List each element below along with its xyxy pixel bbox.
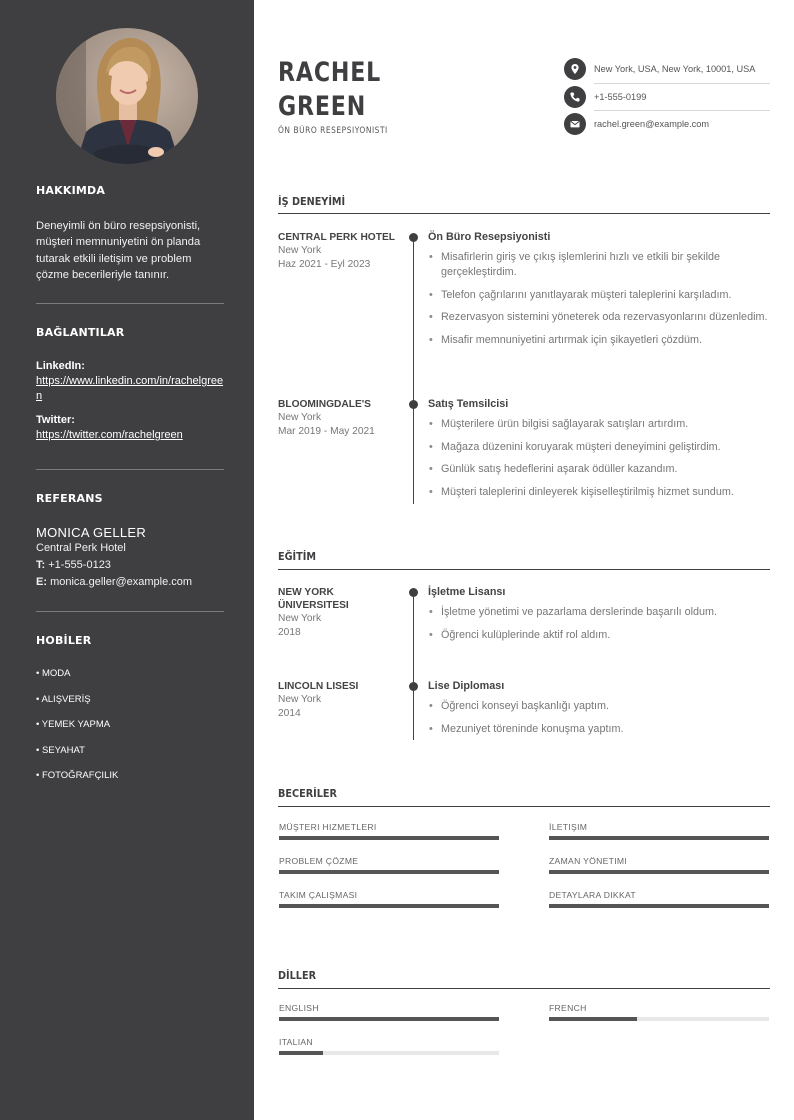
candidate-name [278, 56, 381, 124]
location: New York [278, 245, 322, 256]
language-bar [279, 1051, 499, 1055]
dates: Haz 2021 - Eyl 2023 [278, 259, 371, 270]
school: NEW YORK ÜNIVERSITESI [278, 587, 349, 611]
languages-title: DİLLER [278, 969, 317, 982]
contact-phone [564, 86, 770, 108]
language-bar [279, 1017, 499, 1021]
skill-name: ZAMAN YÖNETIMI [549, 856, 628, 866]
experience-title: İŞ DENEYİMİ [278, 195, 346, 208]
contact-divider [594, 110, 770, 111]
skill-bar-fill [279, 904, 499, 908]
skill-item [549, 890, 770, 908]
experience-item-2-meta [278, 398, 398, 439]
bullet-item: • Müşterilere ürün bilgisi sağlayarak satışları artırdım. [428, 417, 770, 432]
dates: 2018 [278, 627, 301, 638]
school: LINCOLN LISESI [278, 681, 359, 692]
about-title: HAKKIMDA [36, 184, 106, 197]
reference-company: Central Perk Hotel [36, 542, 126, 554]
reference-title: REFERANS [36, 492, 103, 505]
sidebar-divider [36, 469, 224, 470]
skill-name: TAKIM ÇALIŞMASI [279, 890, 358, 900]
email-icon [564, 113, 586, 135]
bullet-item: • Mağaza düzenini koruyarak müşteri deneyimini geliştirdim. [428, 440, 770, 455]
sidebar-divider [36, 303, 224, 304]
language-bar-fill [279, 1051, 323, 1055]
dates: 2014 [278, 708, 301, 719]
role-title: Satış Temsilcisi [428, 398, 509, 410]
sidebar [0, 0, 254, 1120]
role-title: Ön Büro Resepsiyonisti [428, 231, 551, 243]
location-pin-icon [564, 58, 586, 80]
language-bar-fill [279, 1017, 499, 1021]
timeline-dot [409, 588, 418, 597]
hobby-item: • ALIŞVERİŞ [36, 693, 91, 705]
hobbies-list [36, 668, 224, 796]
timeline-dot [409, 233, 418, 242]
bullet-list [428, 605, 770, 643]
contact-phone-text: +1-555-0199 [594, 92, 647, 102]
skill-bar [279, 836, 499, 840]
skill-item [279, 856, 500, 874]
skill-bar [549, 836, 769, 840]
section-divider [278, 988, 770, 989]
skill-bar-fill [279, 836, 499, 840]
skill-bar-fill [549, 870, 769, 874]
language-name: FRENCH [549, 1003, 587, 1013]
skill-item [549, 856, 770, 874]
reference-email-value: monica.geller@example.com [50, 576, 193, 588]
links-title: BAĞLANTILAR [36, 326, 125, 339]
employer: CENTRAL PERK HOTEL [278, 232, 395, 243]
skill-bar [549, 904, 769, 908]
language-bar-fill [549, 1017, 637, 1021]
last-name: GREEN [278, 91, 367, 122]
reference-block [36, 525, 224, 591]
timeline-dot [409, 682, 418, 691]
skill-item [279, 890, 500, 908]
bullet-item: • Telefon çağrılarını yanıtlayarak müşteri taleplerini karşıladım. [428, 288, 770, 303]
job-title: ÖN BÜRO RESEPSIYONISTI [278, 126, 388, 136]
contact-location [564, 58, 770, 80]
links-list [36, 360, 224, 443]
skills-title: BECERİLER [278, 787, 338, 800]
reference-phone-label: T: [36, 559, 46, 571]
section-divider [278, 213, 770, 214]
contact-email-text: rachel.green@example.com [594, 119, 710, 129]
reference-name: MONICA GELLER [36, 525, 147, 540]
bullet-item: • Günlük satış hedeflerini aşarak ödüller kazandım. [428, 462, 770, 477]
skill-name: PROBLEM ÇÖZME [279, 856, 359, 866]
language-item [279, 1003, 500, 1021]
contact-location-text: New York, USA, New York, 10001, USA [594, 64, 756, 74]
bullet-list [428, 699, 770, 737]
location: New York [278, 613, 322, 624]
contact-email [564, 113, 770, 135]
linkedin-label: LinkedIn: [36, 360, 85, 372]
education-item-1-meta [278, 586, 398, 640]
education-item-2-meta [278, 680, 398, 721]
first-name: RACHEL [278, 57, 382, 88]
skill-name: MÜŞTERI HIZMETLERI [279, 822, 377, 832]
linkedin-link[interactable]: https://www.linkedin.com/in/rachelgreen [36, 375, 224, 402]
bullet-item: • Mezuniyet töreninde konuşma yaptım. [428, 722, 770, 737]
skill-item [549, 822, 770, 840]
contact-divider [594, 83, 770, 84]
reference-phone-value: +1-555-0123 [48, 559, 111, 571]
experience-item-1-meta [278, 231, 398, 272]
reference-phone [36, 557, 224, 574]
skill-name: İLETIŞIM [549, 822, 588, 832]
sidebar-divider [36, 611, 224, 612]
profile-photo [56, 28, 198, 164]
hobbies-title: HOBİLER [36, 634, 92, 647]
twitter-label: Twitter: [36, 414, 75, 426]
bullet-item: • Öğrenci kulüplerinde aktif rol aldım. [428, 628, 770, 643]
section-divider [278, 806, 770, 807]
skill-bar [279, 870, 499, 874]
education-timeline [413, 592, 414, 740]
bullet-list [428, 417, 770, 500]
skill-name: DETAYLARA DIKKAT [549, 890, 636, 900]
bullet-item: • Rezervasyon sistemini yöneterek oda rezervasyonlarını düzenledim. [428, 310, 770, 325]
bullet-item: • Müşteri taleplerini dinleyerek kişiselleştirilmiş hizmet sundum. [428, 485, 770, 500]
bullet-item: • Misafir memnuniyetini artırmak için şikayetleri çözdüm. [428, 333, 770, 348]
language-bar [549, 1017, 769, 1021]
education-title: EĞİTİM [278, 550, 317, 563]
section-divider [278, 569, 770, 570]
skill-bar [279, 904, 499, 908]
reference-email-label: E: [36, 576, 47, 588]
hobby-item: • SEYAHAT [36, 744, 85, 756]
language-item [279, 1037, 500, 1055]
dates: Mar 2019 - May 2021 [278, 426, 375, 437]
experience-item-2 [428, 397, 770, 507]
location: New York [278, 412, 322, 423]
education-item-1 [428, 585, 770, 650]
twitter-link[interactable]: https://twitter.com/rachelgreen [36, 429, 183, 441]
bullet-item: • İşletme yönetimi ve pazarlama derslerinde başarılı oldum. [428, 605, 770, 620]
degree-title: İşletme Lisansı [428, 586, 506, 598]
education-item-2 [428, 679, 770, 744]
reference-email [36, 574, 224, 591]
language-name: ITALIAN [279, 1037, 313, 1047]
about-text: Deneyimli ön büro resepsiyonisti, müşteri memnuniyetini ön planda tutarak etkili iletişim ve problem çözme becerileriyle tanınır. [36, 220, 201, 282]
timeline-dot [409, 400, 418, 409]
hobby-item: • MODA [36, 668, 71, 679]
employer: BLOOMINGDALE'S [278, 399, 371, 410]
skill-item [279, 822, 500, 840]
experience-timeline [413, 236, 414, 504]
experience-item-1 [428, 230, 770, 355]
skill-bar-fill [549, 836, 769, 840]
location: New York [278, 694, 322, 705]
degree-title: Lise Diploması [428, 680, 505, 692]
hobby-item: • YEMEK YAPMA [36, 719, 111, 730]
phone-icon [564, 86, 586, 108]
bullet-item: • Öğrenci konseyi başkanlığı yaptım. [428, 699, 770, 714]
skill-bar-fill [279, 870, 499, 874]
language-item [549, 1003, 770, 1021]
bullet-list [428, 250, 770, 348]
language-name: ENGLISH [279, 1003, 319, 1013]
about-section [36, 184, 224, 197]
hobby-item: • FOTOĞRAFÇILIK [36, 770, 119, 781]
bullet-item: • Misafirlerin giriş ve çıkış işlemlerini hızlı ve etkili bir şekilde gerçekleştirdim. [428, 250, 770, 280]
skill-bar-fill [549, 904, 769, 908]
skill-bar [549, 870, 769, 874]
